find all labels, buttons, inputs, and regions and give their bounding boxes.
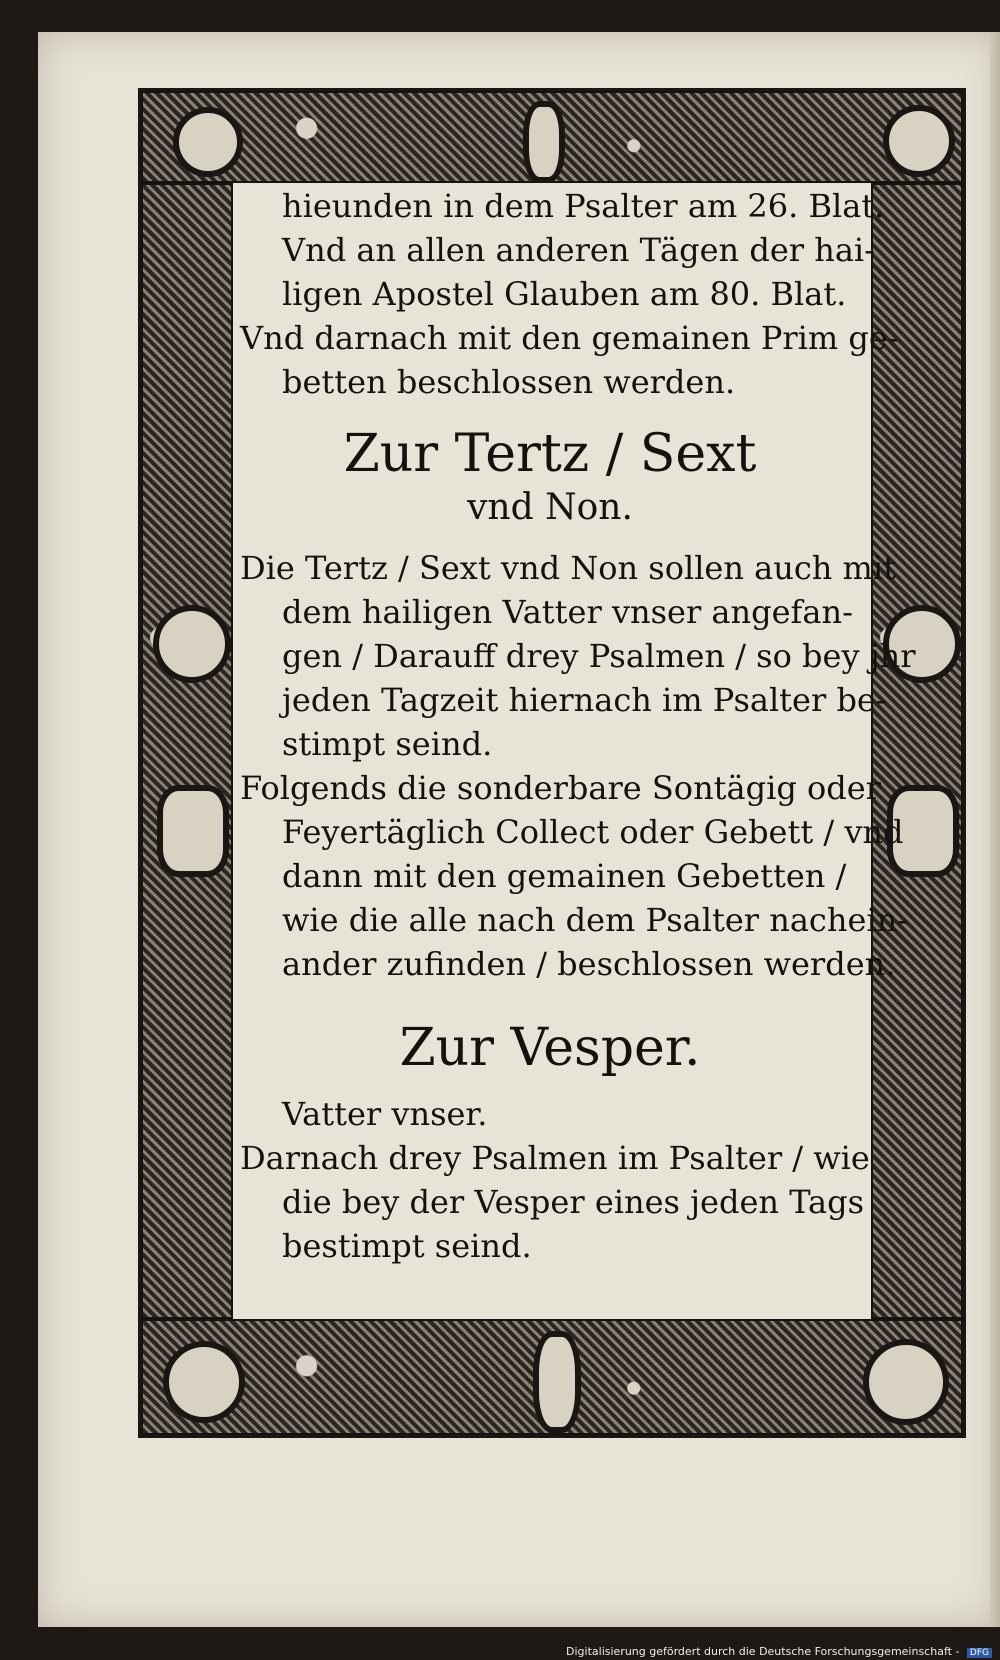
text-line: ander zufinden / beschlossen werden. xyxy=(282,945,896,983)
scroll-ornament-icon xyxy=(163,1341,245,1423)
text-line: Vnd darnach mit den gemainen Prim ge- xyxy=(240,319,899,357)
text-line: Feyertäglich Collect oder Gebett / vnd xyxy=(282,813,904,851)
text-line: Darnach drey Psalmen im Psalter / wie xyxy=(240,1139,870,1177)
text-line: stimpt seind. xyxy=(282,725,493,763)
page-text xyxy=(240,186,916,1296)
section-heading: Zur Tertz / Sext xyxy=(343,424,757,484)
text-line: jeden Tagzeit hiernach im Psalter be- xyxy=(282,681,887,719)
text-line: gen / Darauff drey Psalmen / so bey jhr xyxy=(282,637,916,675)
credit-text: Digitalisierung gefördert durch die Deutsche Forschungsgemeinschaft - xyxy=(566,1645,960,1658)
text-line: wie die alle nach dem Psalter nachein- xyxy=(282,901,909,939)
vase-ornament-icon xyxy=(533,1331,581,1433)
border-left-ornament xyxy=(141,183,233,1319)
text-line: dem hailigen Vatter vnser angefan- xyxy=(282,593,853,631)
text-line: Vnd an allen anderen Tägen der hai- xyxy=(282,231,875,269)
section-subheading: vnd Non. xyxy=(467,487,633,528)
medallion-ornament-icon xyxy=(157,785,229,877)
vase-ornament-icon xyxy=(523,101,565,183)
dfg-logo: DFG xyxy=(967,1648,992,1658)
text-line: Folgends die sonderbare Sontägig oder xyxy=(240,769,881,807)
text-line: dann mit den gemainen Gebetten / xyxy=(282,857,847,895)
border-bottom-ornament xyxy=(141,1319,963,1435)
text-line: bestimpt seind. xyxy=(282,1227,532,1265)
text-line: Vatter vnser. xyxy=(282,1095,488,1133)
border-top-ornament xyxy=(141,91,963,183)
text-line: die bey der Vesper eines jeden Tags xyxy=(282,1183,865,1221)
section-heading: Zur Vesper. xyxy=(399,1018,701,1078)
text-line: Die Tertz / Sext vnd Non sollen auch mit xyxy=(240,549,896,587)
scroll-ornament-icon xyxy=(153,605,231,683)
text-line: hieunden in dem Psalter am 26. Blat. xyxy=(282,187,885,225)
scroll-ornament-icon xyxy=(863,1339,949,1425)
page-edge xyxy=(990,32,1000,1627)
digitization-credit xyxy=(566,1645,992,1658)
scroll-ornament-icon xyxy=(173,107,243,177)
text-line: betten beschlossen werden. xyxy=(282,363,736,401)
text-line: ligen Apostel Glauben am 80. Blat. xyxy=(282,275,847,313)
scroll-ornament-icon xyxy=(883,105,955,177)
